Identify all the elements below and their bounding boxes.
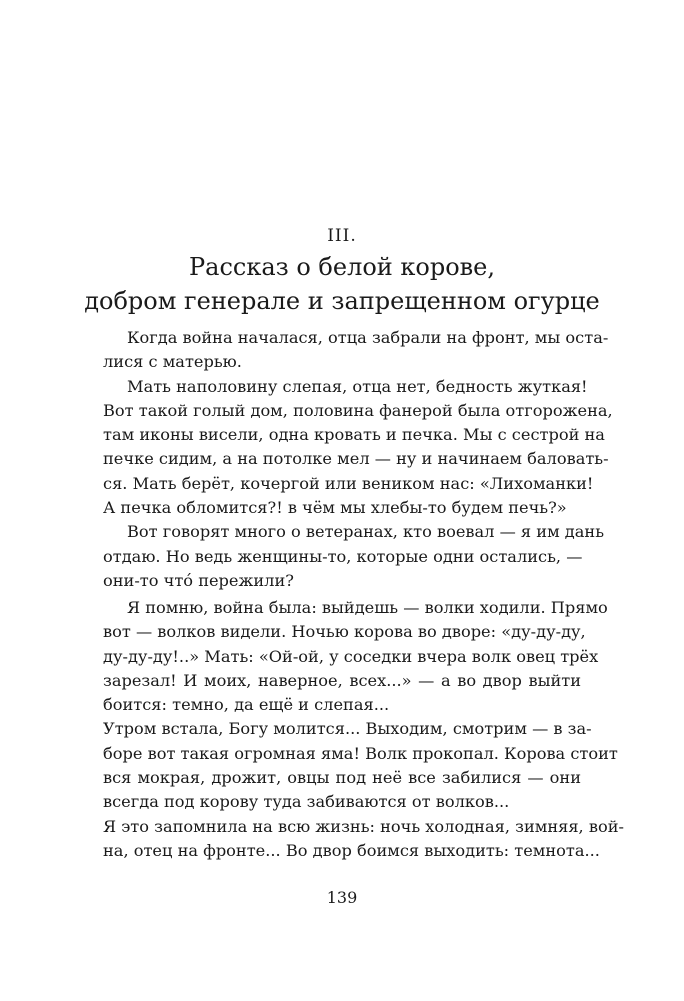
text-line: Утром встала, Богу молится... Выходим, смотрим — в за-: [103, 719, 592, 739]
text-line: они-то что́ пережили?: [103, 570, 294, 590]
paragraph-block: [103, 596, 624, 863]
text-line: боится: темно, да ещё и слепая...: [103, 695, 390, 715]
text-line: всегда под корову туда забиваются от волков...: [103, 792, 510, 812]
text-line: боре вот такая огромная яма! Волк прокопал. Корова стоит: [103, 743, 618, 763]
text-line: Вот говорят много о ветеранах, кто воевал — я им дань: [127, 522, 605, 542]
text-line: вся мокрая, дрожит, овцы под неё все забилися — они: [103, 768, 581, 788]
chapter-title: [60, 250, 624, 318]
paragraph-block: [103, 326, 613, 593]
text-line: Когда война началася, отца забрали на фронт, мы оста-: [127, 328, 609, 347]
text-line: отдаю. Но ведь женщины-то, которые одни остались, —: [103, 546, 583, 566]
text-line: А печка обломится?! в чём мы хлебы-то будем печь?»: [103, 498, 567, 518]
text-line: ся. Мать берёт, кочергой или веником нас: «Лихоманки!: [103, 473, 594, 493]
chapter-title-line: Рассказ о белой корове,: [188, 253, 496, 281]
text-line: там иконы висели, одна кровать и печка. Мы с сестрой на: [103, 425, 605, 445]
text-line: Я это запомнила на всю жизнь: ночь холодная, зимняя, вой-: [103, 816, 624, 836]
chapter-title-line: добром генерале и запрещенном огурце: [84, 287, 600, 315]
page-number: 139: [326, 888, 358, 907]
chapter-number: III.: [327, 226, 357, 246]
text-line: зарезал! И моих, наверное, всех...» — а во двор выйти: [103, 670, 581, 690]
text-line: на, отец на фронте... Во двор боимся выходить: темнота...: [103, 840, 600, 860]
text-line: ду-ду-ду!..» Мать: «Ой-ой, у соседки вчера волк овец трёх: [103, 646, 599, 666]
text-line: печке сидим, а на потолке мел — ну и начинаем баловать-: [103, 449, 609, 469]
text-line: Я помню, война была: выйдешь — волки ходили. Прямо: [127, 598, 608, 617]
text-line: Вот такой голый дом, половина фанерой была отгорожена,: [103, 400, 613, 420]
text-line: вот — волков видели. Ночью корова во дворе: «ду-ду-ду,: [103, 622, 586, 642]
text-line: лися с матерью.: [103, 352, 242, 372]
text-line: Мать наполовину слепая, отца нет, бедность жуткая!: [127, 376, 588, 396]
